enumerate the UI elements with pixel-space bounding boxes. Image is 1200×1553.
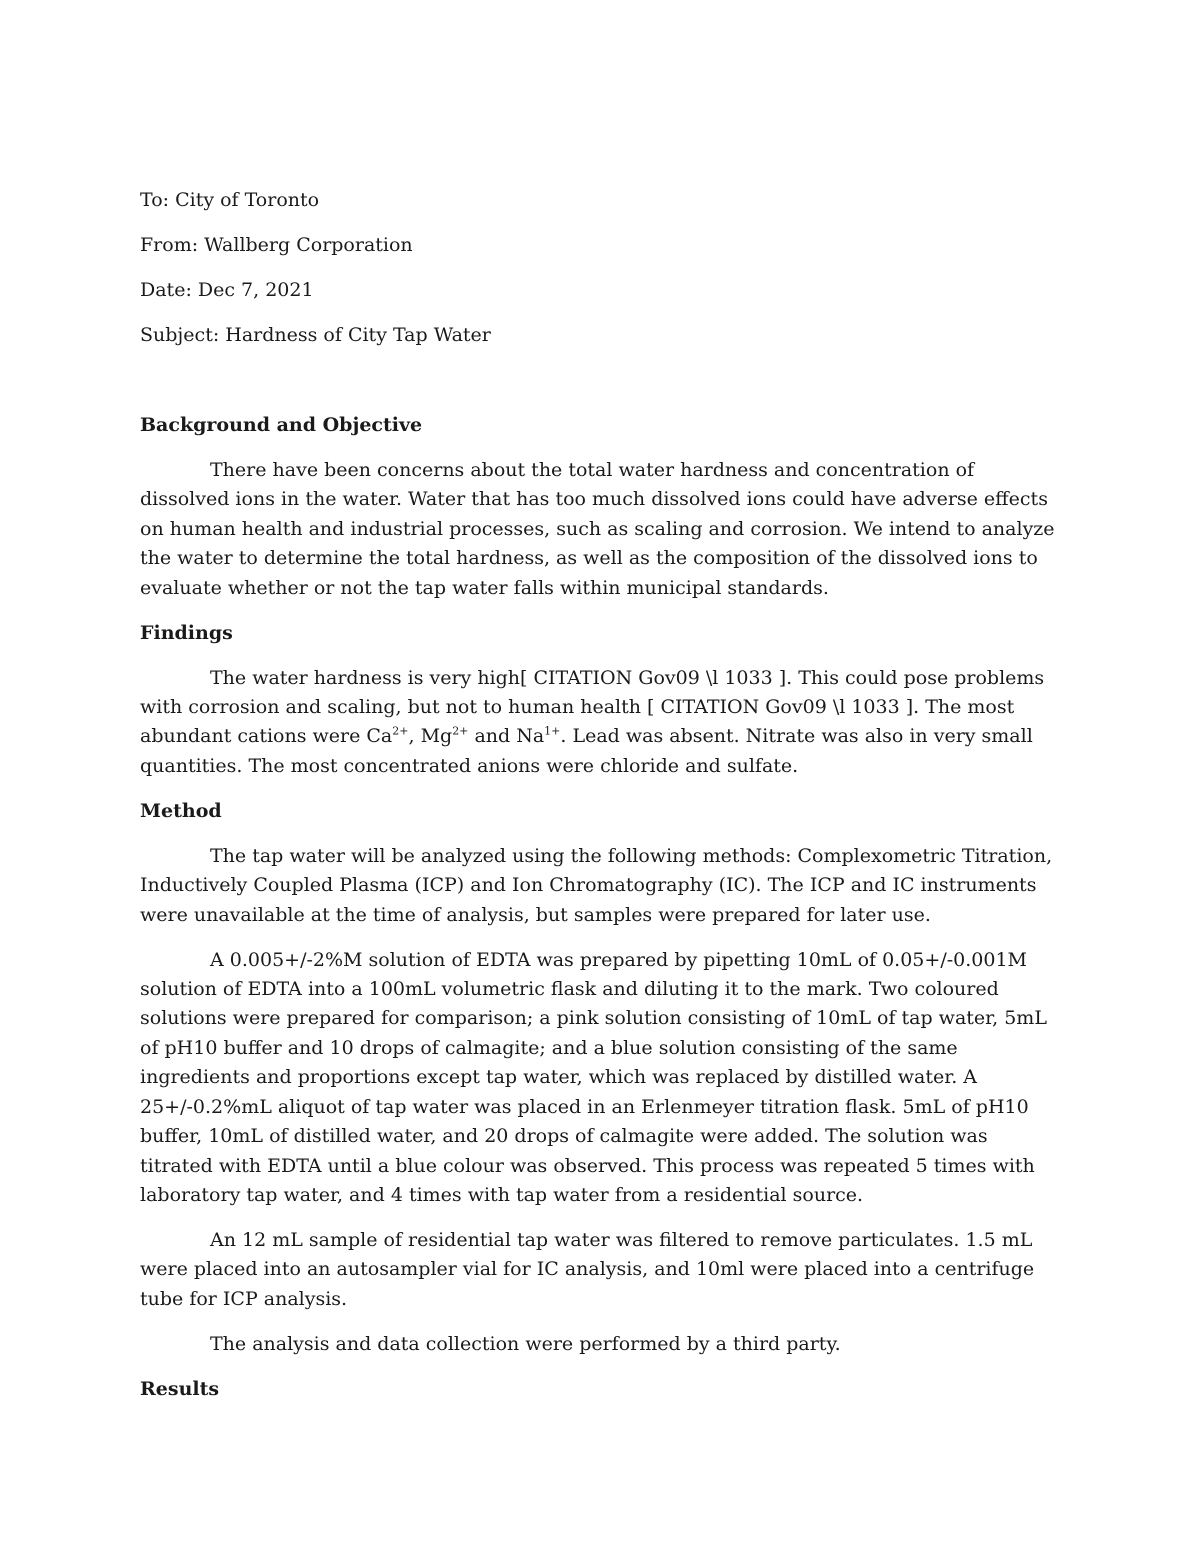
superscript-na-charge: 1+: [544, 725, 561, 739]
findings-text-1: The water hardness is very high[ CITATION Gov09 \l 1033 ]. This could pose problems with corrosion and scaling, but not to human health [ CITATION Gov09 \l 1033 ]. The most abundant cations were Ca: [140, 666, 1045, 748]
findings-text-2: , Mg: [408, 725, 453, 748]
memo-spacer: [140, 366, 1065, 411]
memo-date: Date: Dec 7, 2021: [140, 279, 314, 301]
method-paragraph-4: The analysis and data collection were performed by a third party.: [210, 1332, 841, 1355]
background-heading: Background and Objective: [140, 414, 423, 436]
memo-subject: Subject: Hardness of City Tap Water: [140, 324, 491, 346]
method-paragraph-1: The tap water will be analyzed using the following methods: Complexometric Titration, Inductively Coupled Plasma (ICP) and Ion Chromatography (IC). The ICP and IC instruments were unavailable at the time of analysis, but samples were prepared for later use.: [140, 844, 1053, 926]
superscript-mg-charge: 2+: [452, 725, 469, 739]
superscript-ca-charge: 2+: [392, 725, 409, 739]
memo-page: [140, 186, 1065, 1420]
findings-text-4: . Lead was absent. Nitrate was also in very small quantities. The most concentrated anions were chloride and sulfate.: [140, 725, 1033, 777]
background-paragraph: There have been concerns about the total water hardness and concentration of dissolved ions in the water. Water that has too much dissolved ions could have adverse effects on human health and industrial processes, such as scaling and corrosion. We intend to analyze the water to determine the total hardness, as well as the composition of the dissolved ions to evaluate whether or not the tap water falls within municipal standards.: [140, 459, 1055, 599]
results-heading: Results: [140, 1377, 220, 1400]
method-paragraph-2: A 0.005+/-2%M solution of EDTA was prepared by pipetting 10mL of 0.05+/-0.001M solution of EDTA into a 100mL volumetric flask and diluting it to the mark. Two coloured solutions were prepared for comparison; a pink solution consisting of 10mL of tap water, 5mL of pH10 buffer and 10 drops of calmagite; and a blue solution consisting of the same ingredients and proportions except tap water, which was replaced by distilled water. A 25+/-0.2%mL aliquot of tap water was placed in an Erlenmeyer titration flask. 5mL of pH10 buffer, 10mL of distilled water, and 20 drops of calmagite were added. The solution was titrated with EDTA until a blue colour was observed. This process was repeated 5 times with laboratory tap water, and 4 times with tap water from a residential source.: [140, 948, 1047, 1206]
findings-heading: Findings: [140, 621, 233, 644]
memo-from: From: Wallberg Corporation: [140, 234, 413, 256]
method-paragraph-3: An 12 mL sample of residential tap water was filtered to remove particulates. 1.5 mL were placed into an autosampler vial for IC analysis, and 10ml were placed into a centrifuge tube for ICP analysis.: [140, 1228, 1035, 1310]
method-heading: Method: [140, 799, 222, 822]
memo-to: To: City of Toronto: [140, 189, 320, 211]
findings-paragraph: [140, 664, 1065, 782]
findings-text-3: and Na: [468, 725, 545, 748]
